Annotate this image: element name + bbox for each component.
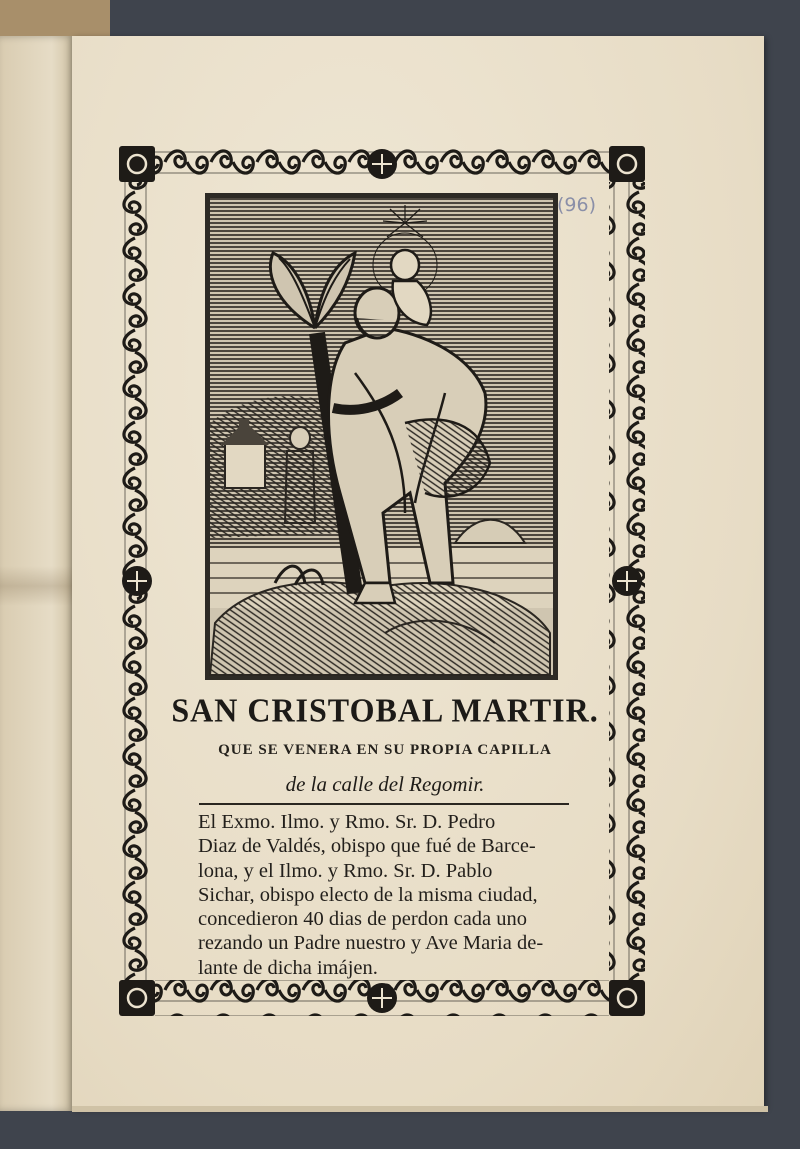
chapel-location: de la calle del Regomir. (285, 772, 485, 796)
body-line: concedieron 40 dias de perdon cada uno (198, 908, 528, 931)
body-line: rezando un Padre nuestro y Ave Maria de- (198, 932, 544, 955)
woodcut-illustration (205, 193, 558, 680)
body-line: lona, y el Ilmo. y Rmo. Sr. D. Pablo (198, 859, 493, 882)
body-line: Diaz de Valdés, obispo que fué de Barce- (198, 835, 536, 858)
body-line: Sichar, obispo electo de la misma ciudad, (198, 883, 538, 906)
saint-christopher-woodcut (205, 193, 558, 680)
body-line: El Exmo. Ilmo. y Rmo. Sr. D. Pedro (198, 811, 496, 833)
document-subtitle: QUE SE VENERA EN SU PROPIA CAPILLA (218, 742, 552, 758)
facing-page (0, 36, 74, 1111)
page-fold (0, 566, 74, 606)
indulgence-text (198, 810, 574, 980)
body-line: lante de dicha imájen. (198, 956, 378, 979)
divider-rule (199, 803, 569, 805)
document-title: SAN CRISTOBAL MARTIR. (171, 691, 599, 729)
handwritten-page-number: (96) (557, 194, 597, 216)
book-edge-top (0, 0, 110, 36)
page-bottom-edge (72, 1106, 768, 1112)
